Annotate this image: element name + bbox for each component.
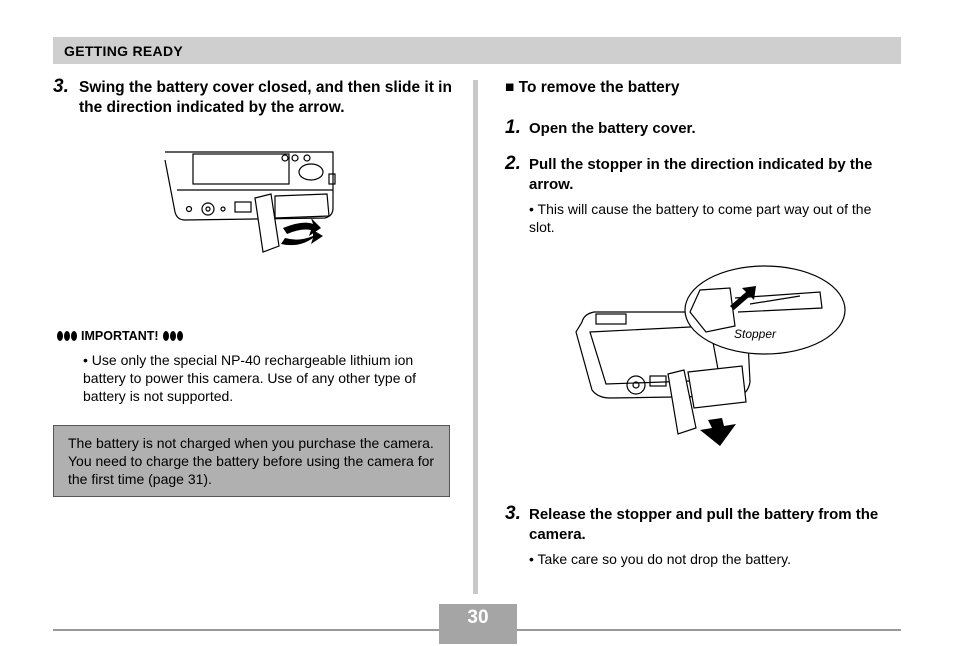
right-step-2-bullet: • This will cause the battery to come part way out of the slot.	[529, 201, 872, 235]
page-number-box	[439, 604, 517, 644]
left-step-3-number: 3.	[53, 76, 69, 97]
camera-remove-battery-illustration	[570, 262, 850, 452]
right-step-3-bullet: • Take care so you do not drop the battery.	[529, 551, 791, 567]
left-step-3-text: Swing the battery cover closed, and then slide it in the direction indicated by the arrow.	[79, 79, 452, 116]
right-step-1-text: Open the battery cover.	[529, 120, 696, 137]
section-title: GETTING READY	[64, 43, 184, 59]
important-left-icon	[57, 331, 77, 341]
remove-battery-heading: ■ To remove the battery	[505, 79, 680, 96]
right-step-2-text: Pull the stopper in the direction indicated by the arrow.	[529, 156, 873, 193]
right-step-2-number: 2.	[505, 153, 521, 174]
camera-close-cover-illustration	[163, 150, 343, 260]
important-heading	[53, 329, 187, 343]
important-right-icon	[163, 331, 183, 341]
right-step-3-text: Release the stopper and pull the battery from the camera.	[529, 506, 879, 543]
note-box	[53, 425, 450, 497]
note-text: The battery is not charged when you purchase the camera. You need to charge the battery before using the camera for the first time (page 31).	[68, 435, 435, 487]
right-step-1-number: 1.	[505, 117, 521, 138]
important-bullet: • Use only the special NP-40 rechargeable lithium ion battery to power this camera. Use of any other type of battery is not supported.	[83, 352, 417, 404]
right-step-3-number: 3.	[505, 503, 521, 524]
section-header	[53, 37, 901, 64]
page-number: 30	[467, 607, 489, 628]
column-divider	[473, 80, 478, 594]
important-label: IMPORTANT!	[81, 329, 159, 343]
stopper-label: Stopper	[734, 327, 777, 341]
